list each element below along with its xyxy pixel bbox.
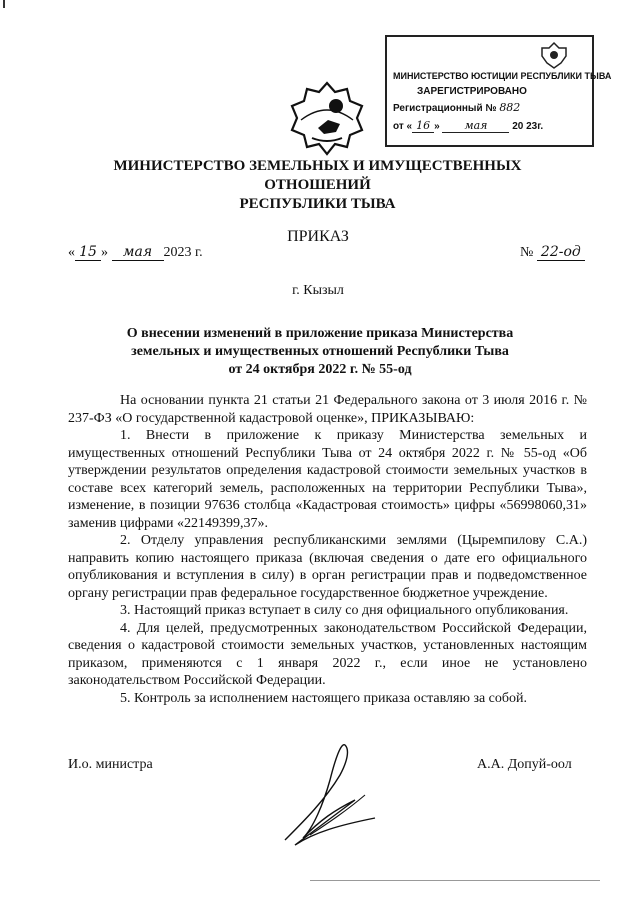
- paragraph-item-2: 2. Отделу управления республиканскими землями (Цыремпилову С.А.) направить копию настоящего приказа (включая сведения о дате его официального опубликования и вступления в силу) в орган регистрации прав и подведомственное органу регистрации прав федеральное государственное бюджетное учреждение.: [68, 533, 587, 601]
- ministry-title-line1: МИНИСТЕРСТВО ЗЕМЕЛЬНЫХ И ИМУЩЕСТВЕННЫХ ОТНОШЕНИЙ: [113, 158, 522, 193]
- document-type: ПРИКАЗ: [287, 228, 349, 245]
- date-day: 15: [75, 244, 101, 261]
- date-open-quote: «: [68, 245, 75, 260]
- paragraph-item-3: 3. Настоящий приказ вступает в силу со дня официального опубликования.: [120, 603, 569, 618]
- order-subject: [70, 325, 570, 379]
- stamp-date-line: [393, 119, 543, 132]
- number-value: 22-од: [537, 244, 585, 261]
- city: г. Кызыл: [292, 283, 344, 298]
- number-label: №: [520, 245, 534, 260]
- stamp-emblem-icon: [539, 41, 569, 71]
- stamp-date-mid: »: [434, 121, 440, 132]
- page-edge-mark: [3, 0, 5, 8]
- stamp-reg-label: Регистрационный №: [393, 103, 497, 114]
- signatory-position: И.о. министра: [68, 757, 153, 772]
- paragraph-item-5: 5. Контроль за исполнением настоящего приказа оставляю за собой.: [120, 690, 528, 706]
- date-year: 2023 г.: [163, 245, 203, 260]
- subject-line1: О внесении изменений в приложение приказа Министерства: [126, 326, 514, 341]
- stamp-registered: ЗАРЕГИСТРИРОВАНО: [417, 86, 527, 97]
- order-number: [520, 244, 585, 261]
- stamp-date-year: 20 23г.: [512, 121, 544, 132]
- subject-line3: от 24 октября 2022 г. № 55-од: [228, 362, 412, 377]
- subject-line2: земельных и имущественных отношений Республики Тыва: [131, 344, 509, 359]
- stamp-ministry: МИНИСТЕРСТВО ЮСТИЦИИ РЕСПУБЛИКИ ТЫВА: [393, 71, 612, 81]
- registration-stamp: [385, 35, 612, 147]
- order-body: [68, 392, 587, 707]
- order-date: [68, 244, 203, 261]
- stamp-date-month: мая: [442, 119, 509, 133]
- paragraph-item-4: 4. Для целей, предусмотренных законодательством Российской Федерации, сведения о кадастровой стоимости земельных участков, установленных настоящим приказом, применяются с 1 января 2022 г., если иное не установлено законодательством Российской Федерации.: [68, 620, 587, 688]
- handwritten-signature: [265, 740, 385, 850]
- stamp-date-day: 16: [412, 119, 434, 133]
- signatory-name: А.А. Допуй-оол: [477, 757, 572, 772]
- stamp-reg-number: 882: [499, 101, 521, 114]
- bottom-rule: [310, 880, 600, 881]
- date-month: мая: [112, 244, 164, 261]
- coat-of-arms-emblem: [288, 80, 366, 158]
- ministry-title: [60, 157, 575, 214]
- stamp-date-prefix: от «: [393, 121, 413, 132]
- ministry-title-line2: РЕСПУБЛИКИ ТЫВА: [239, 196, 396, 212]
- paragraph-item-1: 1. Внести в приложение к приказу Министерства земельных и имущественных отношений Республики Тыва от 24 октября 2022 г. № 55-од «Об утверждении результатов определения кадастровой стоимости земельных участков в составе всех категорий земель, расположенных на территории Республики Тыва», изменение, в позиции 97636 столбца «Кадастровая стоимость» цифры «56998060,31» заменив цифрами «22149399,37».: [68, 428, 587, 531]
- paragraph-preamble: На основании пункта 21 статьи 21 Федерального закона от 3 июля 2016 г. № 237-ФЗ «О государственной кадастровой оценке», ПРИКАЗЫВАЮ:: [68, 393, 587, 426]
- date-close-quote: »: [101, 245, 108, 260]
- stamp-reg-line: [393, 101, 520, 114]
